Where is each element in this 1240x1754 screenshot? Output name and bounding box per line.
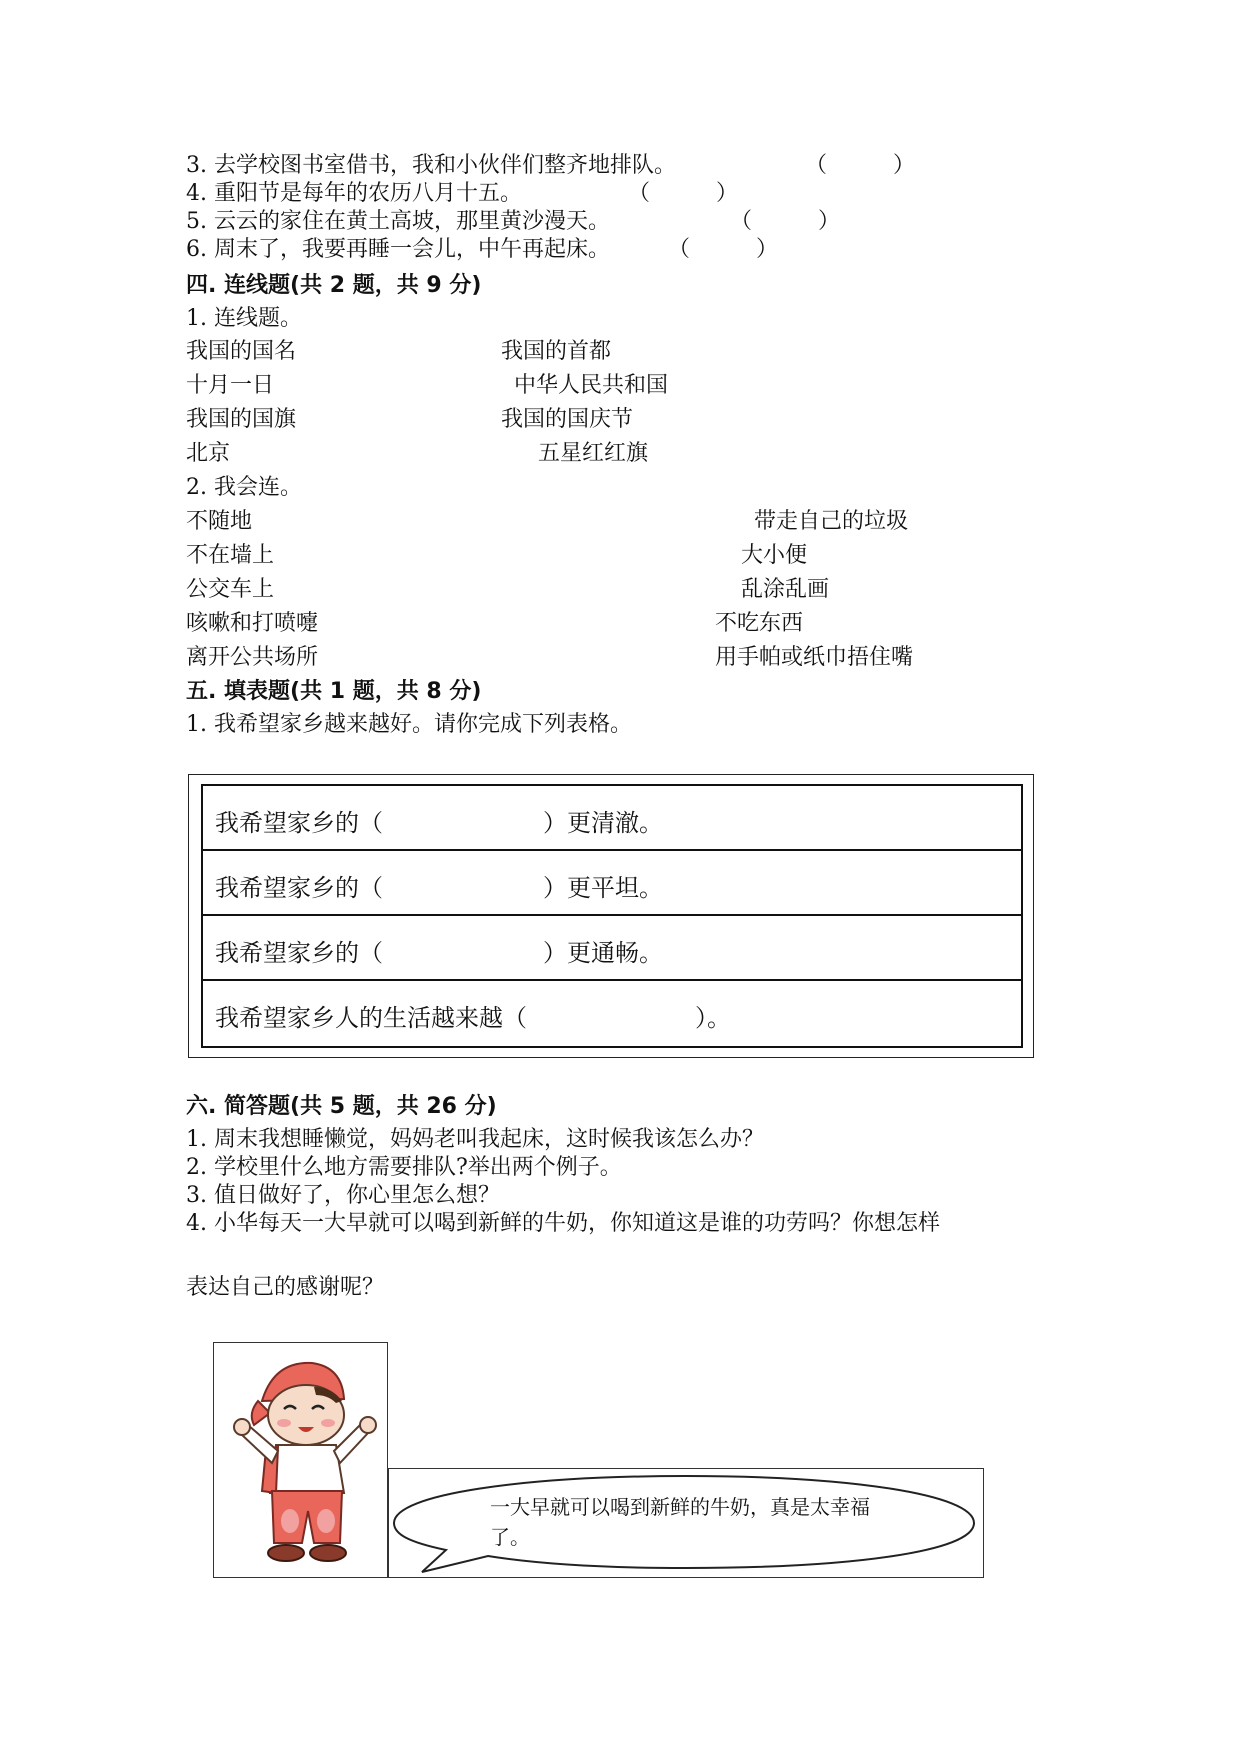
row-text-after: ）更通畅。 (543, 939, 663, 967)
match-right-item: 我国的国庆节 (501, 407, 634, 432)
question-prompt: 1. 我希望家乡越来越好。请你完成下列表格。 (186, 712, 632, 737)
row-text-before: 我希望家乡的（ (215, 939, 383, 967)
row-text-after: ）更清澈。 (543, 809, 663, 837)
fill-table (201, 784, 1023, 1048)
match-right-item: 不吃东西 (715, 611, 804, 636)
judgement-item-6: 6. 周末了，我要再睡一会儿，中午再起床。 (186, 237, 610, 262)
match-right-item: 中华人民共和国 (514, 373, 669, 398)
row-text-before: 我希望家乡人的生活越来越（ (215, 1004, 527, 1032)
boy-illustration-frame (213, 1342, 388, 1578)
match-left-item: 公交车上 (186, 577, 275, 602)
match-left-item: 北京 (186, 441, 231, 466)
section-heading: 四. 连线题(共 2 题，共 9 分) (186, 273, 482, 298)
short-answer-question: 3. 值日做好了，你心里怎么想？ (186, 1183, 500, 1208)
answer-paren: （ ） (805, 153, 916, 178)
table-row (203, 786, 1021, 851)
table-row (203, 851, 1021, 916)
judgement-item-4: 4. 重阳节是每年的农历八月十五。 (186, 181, 522, 206)
answer-paren: （ ） (730, 209, 841, 234)
question-prompt: 1. 连线题。 (186, 306, 302, 331)
boy-illustration (214, 1343, 386, 1576)
match-right-item: 乱涂乱画 (741, 577, 830, 602)
short-answer-question: 1. 周末我想睡懒觉，妈妈老叫我起床，这时候我该怎么办？ (186, 1127, 764, 1152)
short-answer-question: 4. 小华每天一大早就可以喝到新鲜的牛奶，你知道这是谁的功劳吗？你想怎样 (186, 1211, 940, 1236)
row-text-before: 我希望家乡的（ (215, 874, 383, 902)
answer-paren: （ ） (668, 237, 779, 262)
match-left-item: 不在墙上 (186, 543, 275, 568)
match-left-item: 我国的国名 (186, 339, 297, 364)
table-row (203, 981, 1021, 1046)
match-right-item: 我国的首都 (501, 339, 612, 364)
question-prompt: 2. 我会连。 (186, 475, 302, 500)
match-right-item: 带走自己的垃圾 (754, 509, 909, 534)
short-answer-question: 2. 学校里什么地方需要排队?举出两个例子。 (186, 1155, 622, 1180)
row-text-after: ）更平坦。 (543, 874, 663, 902)
section-heading: 六. 简答题(共 5 题，共 26 分) (186, 1094, 497, 1119)
match-left-item: 我国的国旗 (186, 407, 297, 432)
judgement-item-3: 3. 去学校图书室借书，我和小伙伴们整齐地排队。 (186, 153, 676, 178)
match-left-item: 离开公共场所 (186, 645, 319, 670)
match-right-item: 五星红红旗 (538, 441, 649, 466)
answer-paren: （ ） (628, 181, 739, 206)
judgement-item-5: 5. 云云的家住在黄土高坡，那里黄沙漫天。 (186, 209, 610, 234)
match-left-item: 咳嗽和打喷嚏 (186, 611, 319, 636)
table-row (203, 916, 1021, 981)
row-text-before: 我希望家乡的（ (215, 809, 383, 837)
section-heading: 五. 填表题(共 1 题，共 8 分) (186, 679, 482, 704)
match-right-item: 用手帕或纸巾捂住嘴 (715, 645, 914, 670)
question-continuation: 表达自己的感谢呢？ (186, 1275, 385, 1300)
match-left-item: 十月一日 (186, 373, 275, 398)
row-text-after: ）。 (695, 1004, 731, 1032)
match-left-item: 不随地 (186, 509, 253, 534)
speech-bubble-text: 一大早就可以喝到新鲜的牛奶，真是太幸福了。 (490, 1495, 870, 1549)
match-right-item: 大小便 (741, 543, 808, 568)
